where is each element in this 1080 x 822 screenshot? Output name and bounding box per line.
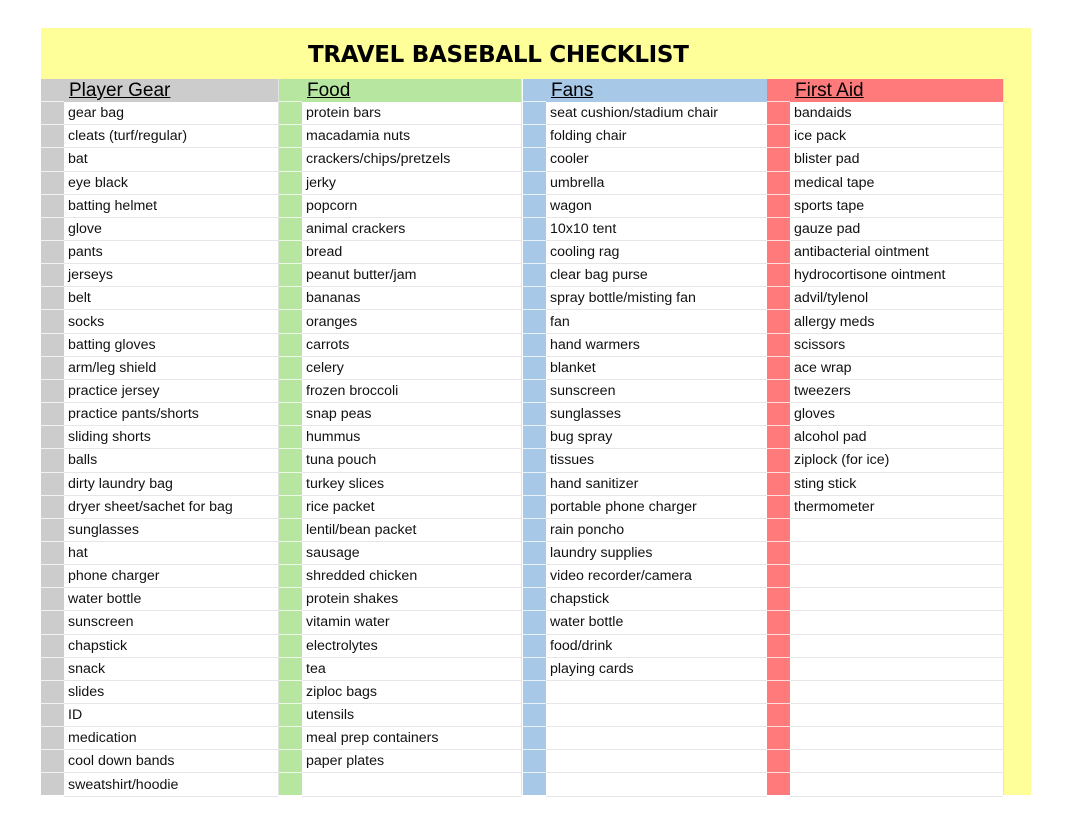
checkbox-cell[interactable]	[767, 403, 790, 426]
checklist-item: protein shakes	[302, 588, 521, 611]
empty-row	[790, 588, 1003, 611]
checklist-item: protein bars	[302, 102, 521, 125]
checkbox-cell[interactable]	[767, 426, 790, 449]
checkbox-cell[interactable]	[41, 195, 64, 218]
checklist-item: tissues	[546, 449, 767, 472]
checklist-item: popcorn	[302, 195, 521, 218]
checkbox-cell[interactable]	[767, 311, 790, 334]
empty-row	[790, 727, 1003, 750]
checkbox-cell[interactable]	[767, 148, 790, 171]
checkbox-cell[interactable]	[767, 542, 790, 565]
checklist-item: blanket	[546, 357, 767, 380]
checkbox-cell[interactable]	[767, 635, 790, 658]
header-checkbox-cell	[41, 79, 64, 102]
checklist-item: crackers/chips/pretzels	[302, 148, 521, 171]
checkbox-cell[interactable]	[279, 172, 302, 195]
checklist-item: hand warmers	[546, 334, 767, 357]
checkbox-cell[interactable]	[767, 287, 790, 310]
empty-row	[790, 774, 1003, 797]
checkbox-cell[interactable]	[41, 426, 64, 449]
checklist-item: scissors	[790, 334, 1003, 357]
empty-row	[790, 542, 1003, 565]
checkbox-cell[interactable]	[523, 241, 546, 264]
checkbox-cell[interactable]	[523, 727, 546, 750]
checkbox-cell[interactable]	[41, 542, 64, 565]
checklist-item: batting gloves	[64, 334, 278, 357]
checkbox-cell[interactable]	[41, 750, 64, 773]
checkbox-cell[interactable]	[523, 565, 546, 588]
fans-column	[546, 79, 767, 795]
checkbox-cell[interactable]	[41, 704, 64, 727]
checklist-item: sausage	[302, 542, 521, 565]
checkbox-cell[interactable]	[279, 403, 302, 426]
checklist-item: bread	[302, 241, 521, 264]
checkbox-cell[interactable]	[523, 704, 546, 727]
checkbox-cell[interactable]	[41, 264, 64, 287]
checklist-item: turkey slices	[302, 473, 521, 496]
player-gear-column	[64, 79, 278, 795]
checkbox-cell[interactable]	[41, 380, 64, 403]
checklist-item: arm/leg shield	[64, 357, 278, 380]
checkbox-cell[interactable]	[279, 473, 302, 496]
checkbox-cell[interactable]	[767, 588, 790, 611]
checklist-item: sting stick	[790, 473, 1003, 496]
checkbox-cell[interactable]	[523, 588, 546, 611]
fans-checkbox-strip	[523, 79, 546, 795]
checkbox-cell[interactable]	[41, 102, 64, 125]
empty-row	[546, 750, 767, 773]
checkbox-cell[interactable]	[767, 727, 790, 750]
checklist-item: chapstick	[64, 635, 278, 658]
checklist-item: paper plates	[302, 750, 521, 773]
checkbox-cell[interactable]	[523, 774, 546, 797]
checkbox-cell[interactable]	[767, 704, 790, 727]
checkbox-cell[interactable]	[523, 380, 546, 403]
checklist-item: bat	[64, 148, 278, 171]
checklist-item: vitamin water	[302, 611, 521, 634]
checklist-item: water bottle	[546, 611, 767, 634]
checkbox-cell[interactable]	[41, 519, 64, 542]
empty-row	[790, 750, 1003, 773]
checkbox-cell[interactable]	[767, 218, 790, 241]
empty-row	[790, 519, 1003, 542]
checklist-item: chapstick	[546, 588, 767, 611]
checkbox-cell[interactable]	[523, 357, 546, 380]
checklist-item: sunscreen	[546, 380, 767, 403]
checklist-item: cleats (turf/regular)	[64, 125, 278, 148]
checkbox-cell[interactable]	[767, 496, 790, 519]
checkbox-cell[interactable]	[41, 287, 64, 310]
checklist-item: alcohol pad	[790, 426, 1003, 449]
checklist-item: portable phone charger	[546, 496, 767, 519]
header-checkbox-cell	[523, 79, 546, 102]
checkbox-cell[interactable]	[523, 125, 546, 148]
food-header: Food	[302, 79, 521, 102]
checklist-item: animal crackers	[302, 218, 521, 241]
checklist-item: gauze pad	[790, 218, 1003, 241]
checkbox-cell[interactable]	[41, 403, 64, 426]
checkbox-cell[interactable]	[767, 658, 790, 681]
checklist-item: gear bag	[64, 102, 278, 125]
checkbox-cell[interactable]	[523, 658, 546, 681]
checklist-item: dryer sheet/sachet for bag	[64, 496, 278, 519]
checkbox-cell[interactable]	[767, 264, 790, 287]
checkbox-cell[interactable]	[279, 218, 302, 241]
checklist-item: ID	[64, 704, 278, 727]
empty-row	[546, 681, 767, 704]
checklist-item: hand sanitizer	[546, 473, 767, 496]
checkbox-cell[interactable]	[279, 704, 302, 727]
checklist-item: cooling rag	[546, 241, 767, 264]
checklist-item: electrolytes	[302, 635, 521, 658]
checklist-item: hat	[64, 542, 278, 565]
checkbox-cell[interactable]	[41, 658, 64, 681]
checkbox-cell[interactable]	[41, 496, 64, 519]
checkbox-cell[interactable]	[767, 334, 790, 357]
checklist-item: spray bottle/misting fan	[546, 287, 767, 310]
checkbox-cell[interactable]	[41, 148, 64, 171]
checkbox-cell[interactable]	[279, 334, 302, 357]
checkbox-cell[interactable]	[41, 449, 64, 472]
checkbox-cell[interactable]	[523, 403, 546, 426]
checklist-item: carrots	[302, 334, 521, 357]
checkbox-cell[interactable]	[41, 565, 64, 588]
checkbox-cell[interactable]	[523, 334, 546, 357]
checkbox-cell[interactable]	[279, 125, 302, 148]
checklist-item: sports tape	[790, 195, 1003, 218]
checklist-item: snap peas	[302, 403, 521, 426]
checkbox-cell[interactable]	[523, 148, 546, 171]
checkbox-cell[interactable]	[523, 681, 546, 704]
checklist-item: 10x10 tent	[546, 218, 767, 241]
checkbox-cell[interactable]	[279, 195, 302, 218]
checkbox-cell[interactable]	[279, 658, 302, 681]
checklist-item: slides	[64, 681, 278, 704]
checkbox-cell[interactable]	[41, 473, 64, 496]
header-checkbox-cell	[767, 79, 790, 102]
checklist-item: pants	[64, 241, 278, 264]
checkbox-cell[interactable]	[41, 588, 64, 611]
checkbox-cell[interactable]	[279, 148, 302, 171]
checklist-item: antibacterial ointment	[790, 241, 1003, 264]
checkbox-cell[interactable]	[41, 357, 64, 380]
food-checkbox-strip	[279, 79, 302, 795]
checkbox-cell[interactable]	[523, 611, 546, 634]
checkbox-cell[interactable]	[523, 519, 546, 542]
checkbox-cell[interactable]	[523, 449, 546, 472]
checklist-item: macadamia nuts	[302, 125, 521, 148]
checkbox-cell[interactable]	[41, 681, 64, 704]
checklist-item: hummus	[302, 426, 521, 449]
checkbox-cell[interactable]	[279, 727, 302, 750]
empty-row	[546, 727, 767, 750]
player-gear-header: Player Gear	[64, 79, 278, 102]
checklist-item: utensils	[302, 704, 521, 727]
checkbox-cell[interactable]	[767, 774, 790, 797]
checklist-item: peanut butter/jam	[302, 264, 521, 287]
checkbox-cell[interactable]	[767, 611, 790, 634]
checklist-item: cooler	[546, 148, 767, 171]
checkbox-cell[interactable]	[279, 774, 302, 797]
checkbox-cell[interactable]	[767, 172, 790, 195]
checklist-item: cool down bands	[64, 750, 278, 773]
checkbox-cell[interactable]	[523, 195, 546, 218]
header-checkbox-cell	[279, 79, 302, 102]
checklist-item: hydrocortisone ointment	[790, 264, 1003, 287]
checklist-item: medication	[64, 727, 278, 750]
checkbox-cell[interactable]	[523, 635, 546, 658]
checklist-item: water bottle	[64, 588, 278, 611]
checkbox-cell[interactable]	[41, 172, 64, 195]
checklist-item: frozen broccoli	[302, 380, 521, 403]
checklist-item: dirty laundry bag	[64, 473, 278, 496]
checkbox-cell[interactable]	[279, 311, 302, 334]
checklist-item: umbrella	[546, 172, 767, 195]
checklist-item: video recorder/camera	[546, 565, 767, 588]
checkbox-cell[interactable]	[41, 635, 64, 658]
checkbox-cell[interactable]	[767, 195, 790, 218]
checklist-item: jerseys	[64, 264, 278, 287]
first-aid-checkbox-strip	[767, 79, 790, 795]
checkbox-cell[interactable]	[279, 542, 302, 565]
checklist-item: rice packet	[302, 496, 521, 519]
checkbox-cell[interactable]	[523, 750, 546, 773]
checklist-item: wagon	[546, 195, 767, 218]
empty-row	[790, 611, 1003, 634]
empty-row	[790, 565, 1003, 588]
checklist-item: jerky	[302, 172, 521, 195]
checklist-item: meal prep containers	[302, 727, 521, 750]
checklist-item: eye black	[64, 172, 278, 195]
checklist-item: ice pack	[790, 125, 1003, 148]
checkbox-cell[interactable]	[41, 774, 64, 797]
checkbox-cell[interactable]	[767, 750, 790, 773]
checklist-item: tweezers	[790, 380, 1003, 403]
checklist-item: celery	[302, 357, 521, 380]
checkbox-cell[interactable]	[767, 473, 790, 496]
checkbox-cell[interactable]	[279, 241, 302, 264]
checkbox-cell[interactable]	[523, 473, 546, 496]
checklist-item: playing cards	[546, 658, 767, 681]
checklist-item: rain poncho	[546, 519, 767, 542]
checklist-item: practice jersey	[64, 380, 278, 403]
checklist-item: clear bag purse	[546, 264, 767, 287]
checkbox-cell[interactable]	[41, 311, 64, 334]
checkbox-cell[interactable]	[523, 311, 546, 334]
checklist-item: ziplock (for ice)	[790, 449, 1003, 472]
checkbox-cell[interactable]	[279, 287, 302, 310]
checkbox-cell[interactable]	[767, 681, 790, 704]
first-aid-header: First Aid	[790, 79, 1003, 102]
checklist-item: sunglasses	[64, 519, 278, 542]
checklist-item: advil/tylenol	[790, 287, 1003, 310]
checkbox-cell[interactable]	[279, 565, 302, 588]
checklist-grid	[41, 79, 1003, 795]
checklist-item: sliding shorts	[64, 426, 278, 449]
first-aid-column	[790, 79, 1003, 795]
checklist-item: thermometer	[790, 496, 1003, 519]
checkbox-cell[interactable]	[41, 241, 64, 264]
checkbox-cell[interactable]	[279, 681, 302, 704]
checkbox-cell[interactable]	[279, 519, 302, 542]
checkbox-cell[interactable]	[523, 426, 546, 449]
checkbox-cell[interactable]	[767, 380, 790, 403]
checkbox-cell[interactable]	[279, 611, 302, 634]
checklist-item: sweatshirt/hoodie	[64, 774, 278, 797]
checkbox-cell[interactable]	[767, 449, 790, 472]
column-divider	[521, 79, 522, 795]
checklist-item: socks	[64, 311, 278, 334]
checkbox-cell[interactable]	[767, 519, 790, 542]
player-gear-checkbox-strip	[41, 79, 64, 795]
checkbox-cell[interactable]	[279, 588, 302, 611]
checklist-item: seat cushion/stadium chair	[546, 102, 767, 125]
checklist-item: snack	[64, 658, 278, 681]
checkbox-cell[interactable]	[523, 287, 546, 310]
checklist-item: phone charger	[64, 565, 278, 588]
checkbox-cell[interactable]	[767, 565, 790, 588]
page-title: TRAVEL BASEBALL CHECKLIST	[308, 42, 689, 68]
checkbox-cell[interactable]	[41, 125, 64, 148]
checklist-item: ziploc bags	[302, 681, 521, 704]
empty-row	[790, 635, 1003, 658]
empty-row	[546, 774, 767, 797]
checklist-item: tea	[302, 658, 521, 681]
checklist-item: medical tape	[790, 172, 1003, 195]
checkbox-cell[interactable]	[279, 264, 302, 287]
checklist-item: laundry supplies	[546, 542, 767, 565]
food-column	[302, 79, 521, 795]
checklist-item: bandaids	[790, 102, 1003, 125]
checklist-item: balls	[64, 449, 278, 472]
checklist-item: shredded chicken	[302, 565, 521, 588]
checklist-item: tuna pouch	[302, 449, 521, 472]
checklist-item: allergy meds	[790, 311, 1003, 334]
checkbox-cell[interactable]	[523, 496, 546, 519]
checkbox-cell[interactable]	[279, 380, 302, 403]
checklist-item: food/drink	[546, 635, 767, 658]
checkbox-cell[interactable]	[523, 264, 546, 287]
checkbox-cell[interactable]	[279, 426, 302, 449]
checkbox-cell[interactable]	[767, 102, 790, 125]
checklist-item: ace wrap	[790, 357, 1003, 380]
checkbox-cell[interactable]	[523, 102, 546, 125]
checklist-item: lentil/bean packet	[302, 519, 521, 542]
checklist-item: sunscreen	[64, 611, 278, 634]
checklist-item: belt	[64, 287, 278, 310]
checkbox-cell[interactable]	[523, 542, 546, 565]
fans-header: Fans	[546, 79, 767, 102]
checkbox-cell[interactable]	[279, 357, 302, 380]
empty-row	[790, 658, 1003, 681]
checkbox-cell[interactable]	[767, 125, 790, 148]
checkbox-cell[interactable]	[41, 611, 64, 634]
checklist-item: gloves	[790, 403, 1003, 426]
checklist-item: oranges	[302, 311, 521, 334]
checkbox-cell[interactable]	[279, 449, 302, 472]
checkbox-cell[interactable]	[523, 218, 546, 241]
checkbox-cell[interactable]	[41, 334, 64, 357]
checkbox-cell[interactable]	[767, 357, 790, 380]
checklist-item: blister pad	[790, 148, 1003, 171]
checklist-item: fan	[546, 311, 767, 334]
checkbox-cell[interactable]	[279, 635, 302, 658]
checklist-item: glove	[64, 218, 278, 241]
empty-row	[790, 704, 1003, 727]
empty-row	[546, 704, 767, 727]
checkbox-cell[interactable]	[41, 727, 64, 750]
checkbox-cell[interactable]	[523, 172, 546, 195]
checkbox-cell[interactable]	[41, 218, 64, 241]
empty-row	[790, 681, 1003, 704]
checklist-item: sunglasses	[546, 403, 767, 426]
column-divider	[1003, 79, 1004, 795]
checklist-item: bug spray	[546, 426, 767, 449]
checkbox-cell[interactable]	[279, 102, 302, 125]
empty-row	[302, 774, 521, 797]
checkbox-cell[interactable]	[279, 496, 302, 519]
checkbox-cell[interactable]	[279, 750, 302, 773]
checklist-item: practice pants/shorts	[64, 403, 278, 426]
checklist-sheet	[41, 28, 1031, 795]
checklist-item: folding chair	[546, 125, 767, 148]
checklist-item: batting helmet	[64, 195, 278, 218]
checklist-item: bananas	[302, 287, 521, 310]
checkbox-cell[interactable]	[767, 241, 790, 264]
